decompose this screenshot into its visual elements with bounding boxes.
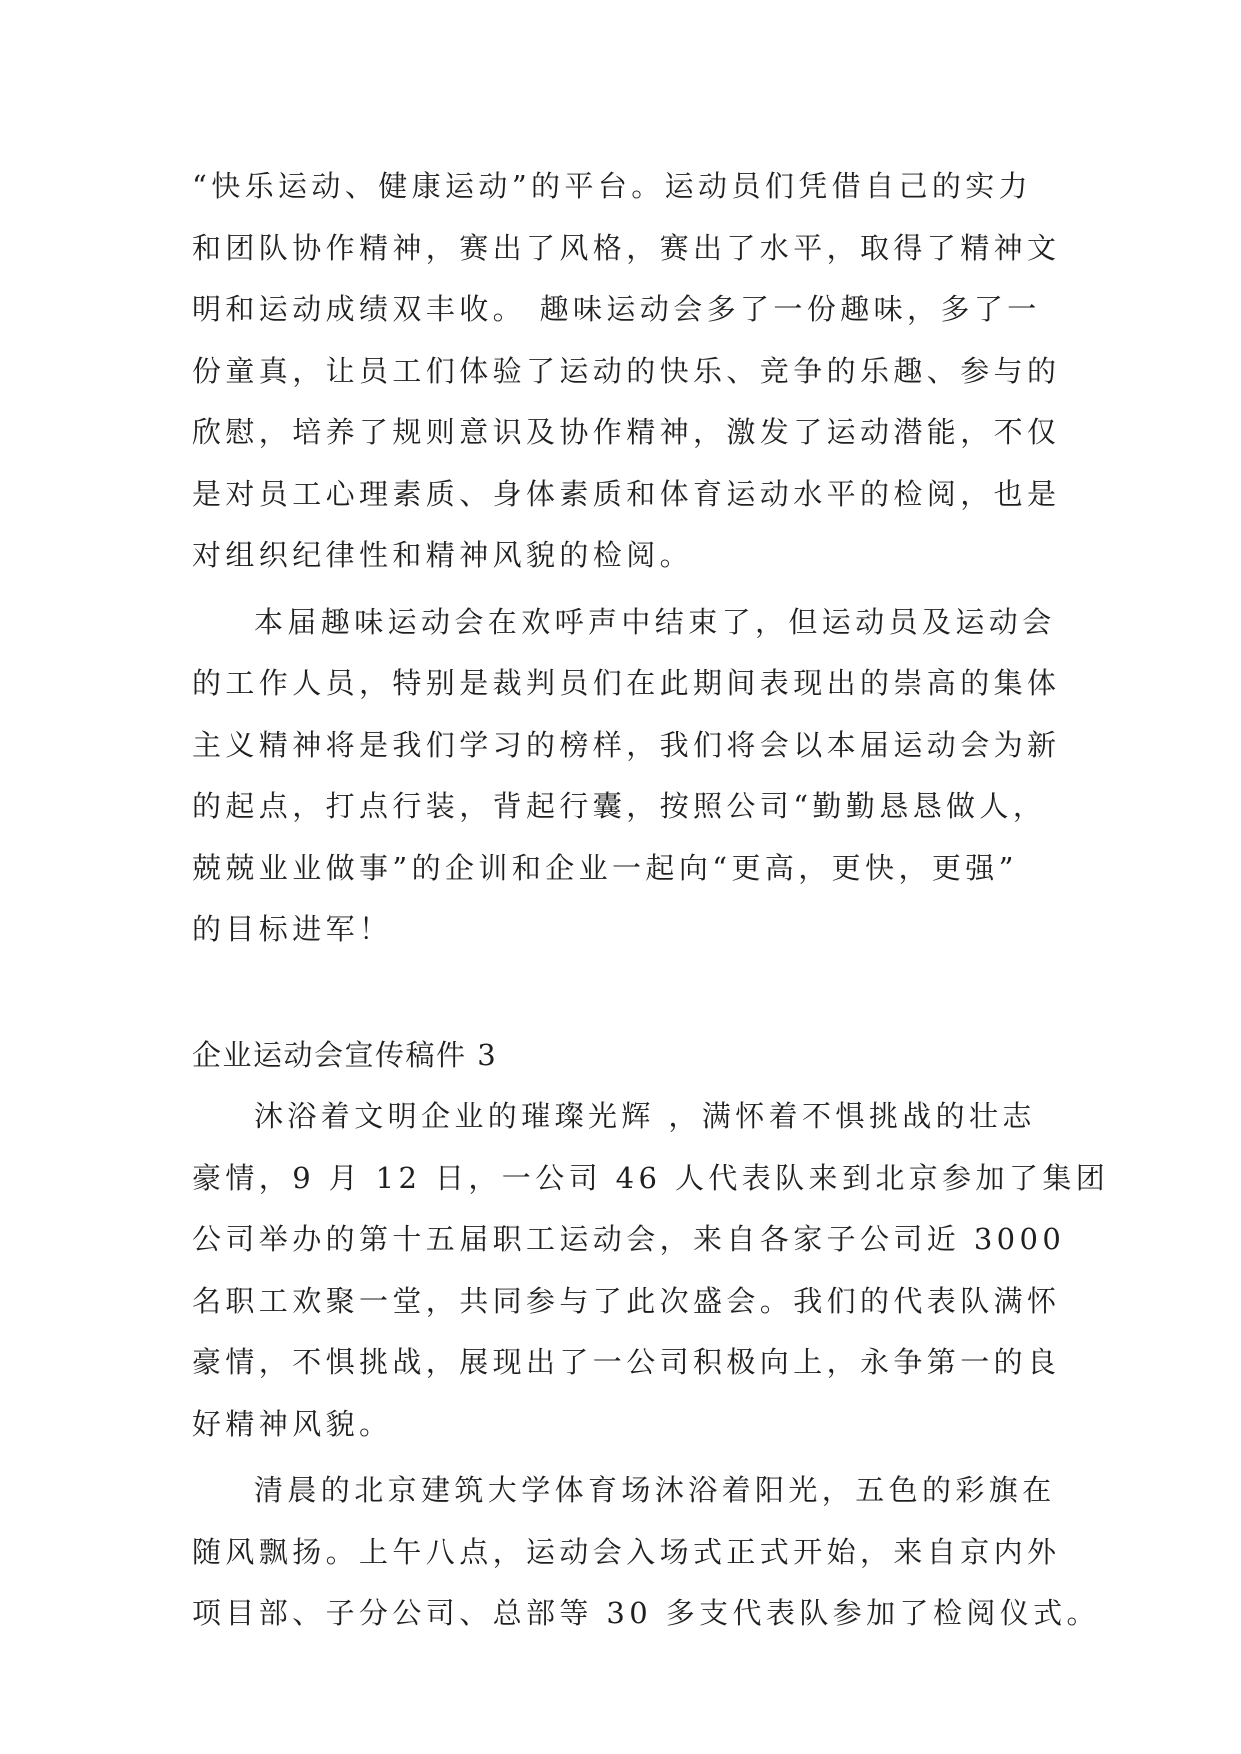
text-line: 是对员工心理素质、身体素质和体育运动水平的检阅，也是 [192,476,1061,511]
text-line: 明和运动成绩双丰收。 趣味运动会多了一份趣味，多了一 [192,292,1041,326]
text-line: 兢兢业业做事”的企训和企业一起向“更高，更快，更强” [192,850,1018,885]
text-line: 的起点，打点行装，背起行囊，按照公司“勤勤恳恳做人， [192,789,1047,823]
text-line: 项目部、子分公司、总部等 30 多支代表队参加了检阅仪式。 [192,1596,1100,1630]
text-line: 份童真，让员工们体验了运动的快乐、竞争的乐趣、参与的 [192,353,1061,388]
text-line: 豪情，不惧挑战，展现出了一公司积极向上，永争第一的良 [192,1345,1061,1379]
text-line: 好精神风貌。 [192,1406,393,1441]
paragraph-4 [192,1460,1100,1645]
text-line: 清晨的北京建筑大学体育场沐浴着阳光，五色的彩旗在 [254,1473,1056,1507]
section-title: 企业运动会宣传稿件 3 [192,1037,498,1072]
document-page [192,156,1110,1645]
text-line: 沐浴着文明企业的璀璨光辉 ，满怀着不惧挑战的壮志 [254,1099,1036,1133]
text-line: 和团队协作精神，赛出了风格，赛出了水平，取得了精神文 [192,230,1061,265]
section-heading [192,1025,1052,1087]
paragraph-3 [192,1086,1110,1455]
paragraph-2 [192,592,1061,961]
text-line: 名职工欢聚一堂，共同参与了此次盛会。我们的代表队满怀 [192,1283,1061,1318]
paragraph-1 [192,156,1061,587]
text-line: 欣慰，培养了规则意识及协作精神，激发了运动潜能，不仅 [192,415,1061,449]
text-line: “快乐运动、健康运动”的平台。运动员们凭借自己的实力 [192,169,1033,203]
text-line: 的工作人员，特别是裁判员们在此期间表现出的崇高的集体 [192,666,1061,700]
text-line: 公司举办的第十五届职工运动会，来自各家子公司近 3000 [192,1222,1066,1256]
text-line: 对组织纪律性和精神风貌的检阅。 [192,538,694,572]
text-line: 本届趣味运动会在欢呼声中结束了，但运动员及运动会 [254,604,1056,639]
text-line: 随风飘扬。上午八点，运动会入场式正式开始，来自京内外 [192,1534,1061,1569]
text-line: 豪情，9 月 12 日，一公司 46 人代表队来到北京参加了集团 [192,1160,1110,1195]
text-line: 主义精神将是我们学习的榜样，我们将会以本届运动会为新 [192,727,1061,762]
text-line: 的目标进军！ [192,912,393,946]
